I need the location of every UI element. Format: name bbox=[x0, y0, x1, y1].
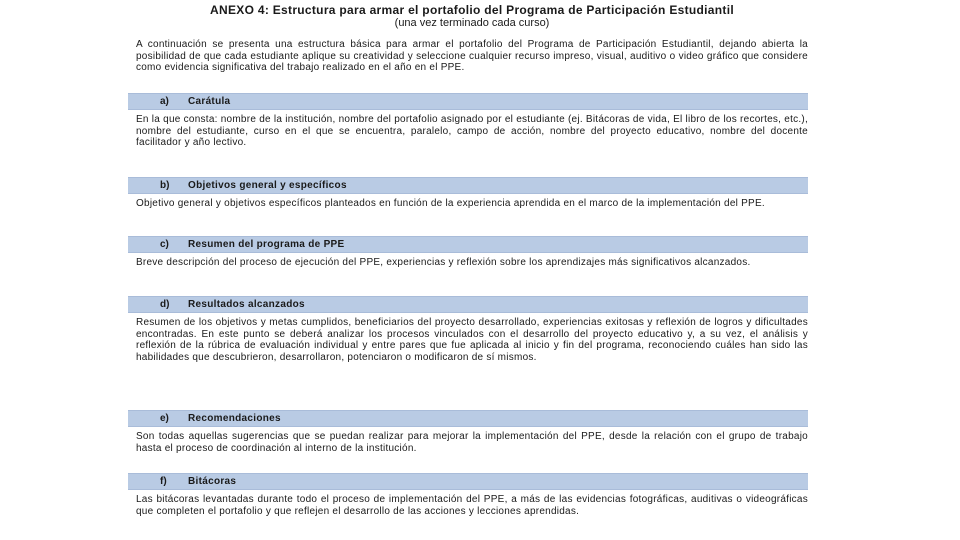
section-heading-bar bbox=[128, 177, 808, 194]
section-letter: d) bbox=[160, 299, 170, 310]
section-heading-bar bbox=[128, 296, 808, 313]
section-heading: Carátula bbox=[188, 96, 231, 107]
section-letter: b) bbox=[160, 180, 170, 191]
section-text: Objetivo general y objetivos específicos planteados en función de la experiencia aprendida en el marco de la implementación del PPE. bbox=[136, 198, 765, 209]
section-heading: Objetivos general y específicos bbox=[188, 180, 347, 191]
document-subtitle: (una vez terminado cada curso) bbox=[394, 17, 550, 29]
section-text: Son todas aquellas sugerencias que se puedan realizar para mejorar la implementación del PPE, desde la relación con el grupo de trabajo hasta el proceso de coordinación al interno de la institución. bbox=[136, 431, 808, 454]
section-heading: Recomendaciones bbox=[188, 413, 281, 424]
section-heading-bar bbox=[128, 236, 808, 253]
section-resultados bbox=[136, 296, 808, 363]
section-resumen bbox=[136, 236, 808, 269]
intro-paragraph: A continuación se presenta una estructura básica para armar el portafolio del Programa de Participación Estudiantil, dejando abierta la posibilidad de que cada estudiante aplique su creatividad y seleccione cualquier recurso impreso, visual, auditivo o video gráfico que considere como evidencia significativa del trabajo realizado en el año en el PPE. bbox=[136, 39, 808, 73]
section-caratula bbox=[136, 93, 808, 149]
section-letter: f) bbox=[160, 476, 167, 487]
section-letter: e) bbox=[160, 413, 169, 424]
section-heading: Bitácoras bbox=[188, 476, 237, 487]
section-bitacoras bbox=[136, 473, 808, 517]
section-heading: Resultados alcanzados bbox=[188, 299, 305, 310]
section-heading: Resumen del programa de PPE bbox=[188, 239, 345, 250]
document-title: ANEXO 4: Estructura para armar el portafolio del Programa de Participación Estudiantil bbox=[210, 3, 734, 17]
section-heading-bar bbox=[128, 473, 808, 490]
document-page bbox=[136, 4, 808, 74]
section-letter: a) bbox=[160, 96, 169, 107]
section-recomendaciones bbox=[136, 410, 808, 454]
section-text: En la que consta: nombre de la institución, nombre del portafolio asignado por el estudiante (ej. Bitácoras de vida, El libro de los recortes, etc.), nombre del estudiante, curso en el que se encuentra, paralelo, campo de acción, nombre del proyecto educativo, nombre del docente facilitador y año lectivo. bbox=[136, 114, 808, 148]
section-letter: c) bbox=[160, 239, 169, 250]
section-objetivos bbox=[136, 177, 808, 210]
section-heading-bar bbox=[128, 410, 808, 427]
section-text: Breve descripción del proceso de ejecución del PPE, experiencias y reflexión sobre los aprendizajes más significativos alcanzados. bbox=[136, 257, 751, 268]
section-heading-bar bbox=[128, 93, 808, 110]
section-text: Las bitácoras levantadas durante todo el proceso de implementación del PPE, a más de las evidencias fotográficas, auditivas o videográficas que completen el portafolio y que reflejen el desarrollo de las acciones y lecciones aprendidas. bbox=[136, 494, 808, 517]
section-text: Resumen de los objetivos y metas cumplidos, beneficiarios del proyecto desarrollado, experiencias exitosas y reflexión de logros y dificultades encontradas. En este punto se deberá analizar los procesos vinculados con el desarrollo del proyecto educativo y, a su vez, el análisis y reflexión de la rúbrica de evaluación individual y entre pares que fue aplicada al inicio y fin del programa, reconociendo cuáles han sido las habilidades que descubrieron, desarrollaron, potenciaron o modificaron de sí mismos. bbox=[136, 317, 808, 363]
